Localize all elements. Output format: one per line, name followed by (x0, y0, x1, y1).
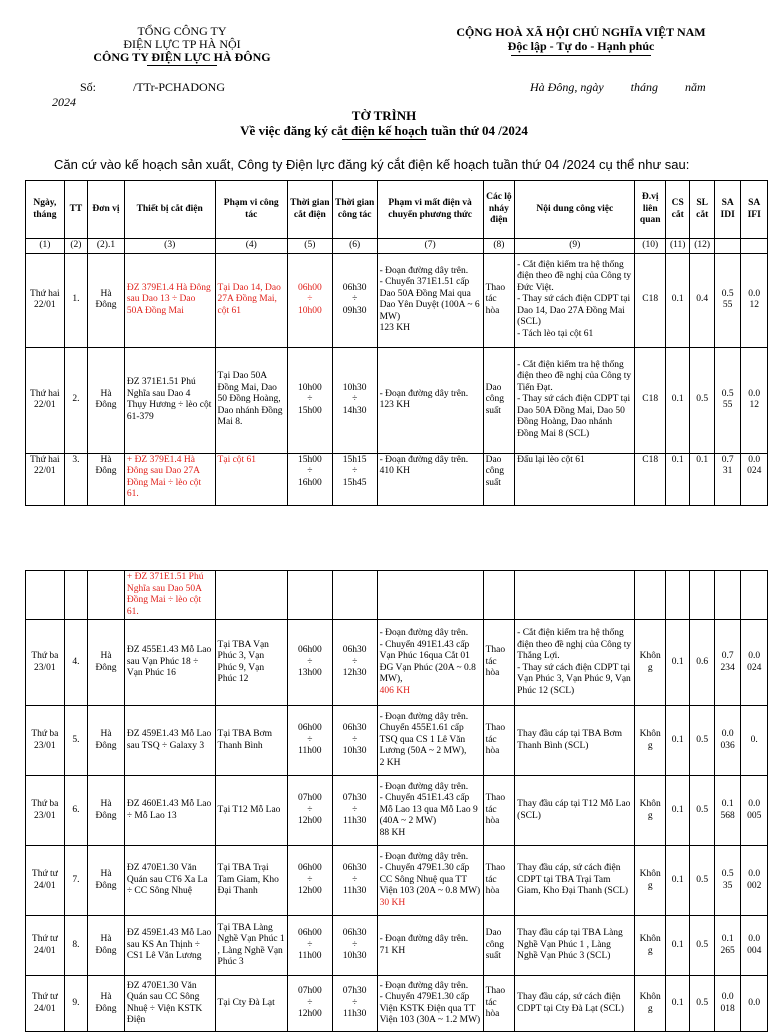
col-ifi: SA IFI (741, 181, 768, 239)
related-cell: Khôn g (635, 620, 666, 706)
col-number: (4) (215, 239, 287, 254)
col-number: (2) (64, 239, 87, 254)
cut-time-part: 13h00 (297, 668, 322, 679)
scope-cell: Tại TBA Vạn Phúc 3, Vạn Phúc 9, Vạn Phúc 12 (215, 620, 287, 706)
unit-cell: Hà Đông (88, 976, 125, 1032)
content-cell: Thay đầu cáp tại TBA Bơm Thanh Bình (SCL) (515, 706, 635, 776)
ifi-cell: 0.0 12 (741, 253, 768, 347)
blink-cell: Thao tác hòa (483, 706, 515, 776)
date-cell: Thứ ba 23/01 (26, 776, 65, 846)
scope-cell: Tại cột 61 (215, 453, 287, 505)
header-row (26, 181, 768, 239)
content-cell: Thay đầu cáp, sứ cách điện CDPT tại TBA Trại Tam Giam, Kho Đại Thanh (SCL) (515, 846, 635, 916)
unit-cell: Hà Đông (88, 916, 125, 976)
nation-line-1: CỘNG HOÀ XÃ HỘI CHỦ NGHĨA VIỆT NAM (456, 25, 706, 39)
place-date-text: Hà Đông, ngày (530, 80, 604, 94)
org-line-3: CÔNG TY ĐIỆN LỰC HÀ ĐÔNG (93, 50, 271, 64)
date-cell: Thứ ba 23/01 (26, 706, 65, 776)
related-cell: Khôn g (635, 976, 666, 1032)
outage-cell (377, 846, 483, 916)
cut-time-part: 11h00 (298, 951, 322, 962)
content-cell: Thay đầu cáp tại T12 Mỗ Lao (SCL) (515, 776, 635, 846)
nation-line-2: Độc lập - Tự do - Hạnh phúc (507, 39, 655, 53)
cs-cell: 0.1 (666, 976, 690, 1032)
cut-time-part: 10h00 (297, 382, 322, 393)
cut-time-cell (287, 976, 332, 1032)
org-header (82, 25, 282, 66)
idi-cell: 0.7 31 (714, 453, 740, 505)
work-time-cell (332, 620, 377, 706)
cut-time-part: 06h00 (297, 863, 322, 874)
device-cell: ĐZ 371E1.51 Phú Nghĩa sau Dao 4 Thụy Hương ÷ lèo cột 61-379 (124, 347, 215, 453)
nation-header (450, 25, 712, 56)
work-time-part: ÷ (352, 874, 358, 885)
unit-cell: Hà Đông (88, 253, 125, 347)
tt-cell: 7. (64, 846, 87, 916)
work-time-cell (332, 706, 377, 776)
sl-cell: 0.5 (690, 916, 714, 976)
tt-cell: 5. (64, 706, 87, 776)
sl-cell: 0.5 (690, 347, 714, 453)
idi-cell: 0.5 55 (714, 347, 740, 453)
scope-cell: Tại Dao 50A Đồng Mai, Dao 50 Đồng Hoàng, Dao nhánh Đồng Mai 8. (215, 347, 287, 453)
work-time-cell (332, 453, 377, 505)
date-cell: Thứ tư 24/01 (26, 976, 65, 1032)
ifi-cell: 0.0 12 (741, 347, 768, 453)
org-line-2: ĐIỆN LỰC TP HÀ NỘI (123, 37, 241, 51)
idi-cell: 0.1 568 (714, 776, 740, 846)
cs-cell: 0.1 (666, 620, 690, 706)
blink-cell: Thao tác hòa (483, 976, 515, 1032)
blink-cell: Dao công suất (483, 916, 515, 976)
idi-cell: 0.0 036 (714, 706, 740, 776)
blink-cell: Dao công suất (483, 347, 515, 453)
cut-time-part: 10h00 (297, 305, 322, 316)
org-underline (147, 65, 217, 66)
outage-text: - Đoạn đường dây trên. - Chuyển 491E1.43 cấp Vạn Phúc 16qua Cắt 01 ĐG Vạn Phúc (20A ~ 0.8 MW), (379, 628, 476, 684)
col-scope: Phạm vi công tác (215, 181, 287, 239)
document-subtitle (0, 123, 768, 140)
unit-cell: Hà Đông (88, 706, 125, 776)
blink-cell: Dao công suất (483, 453, 515, 505)
work-time-part: 14h30 (342, 405, 367, 416)
sl-cell: 0.1 (690, 453, 714, 505)
ifi-cell: 0.0 005 (741, 776, 768, 846)
cut-time-cell (287, 453, 332, 505)
work-time-part: ÷ (352, 656, 358, 667)
outage-customers: 30 KH (379, 897, 406, 908)
sl-cell: 0.5 (690, 706, 714, 776)
work-time-part: 06h30 (342, 282, 367, 293)
table-row (26, 776, 768, 846)
col-related: Đ.vị liên quan (635, 181, 666, 239)
related-cell: Khôn g (635, 846, 666, 916)
related-cell: C18 (635, 347, 666, 453)
work-time-part: 09h30 (342, 305, 367, 316)
sl-cell: 0.4 (690, 253, 714, 347)
date-cell: Thứ tư 24/01 (26, 846, 65, 916)
cs-cell: 0.1 (666, 846, 690, 916)
outage-text: - Đoạn đường dây trên. - Chuyển 371E1.51 cấp Dao 50A Đồng Mai qua Dao Yên Duyệt (100A ~ 6 MW) 123 KH (379, 265, 480, 333)
work-time-part: 10h30 (342, 951, 367, 962)
month-label: tháng (630, 80, 659, 94)
col-number (741, 239, 768, 254)
tt-cell: 2. (64, 347, 87, 453)
col-number (714, 239, 740, 254)
scope-cell: Tại TBA Làng Nghề Vạn Phúc 1 , Làng Nghề Vạn Phúc 3 (215, 916, 287, 976)
tt-cell: 4. (64, 620, 87, 706)
idi-cell: 0.7 234 (714, 620, 740, 706)
table-row (26, 846, 768, 916)
col-cs: CS cắt (666, 181, 690, 239)
related-cell: C18 (635, 453, 666, 505)
nation-underline (511, 55, 651, 56)
sl-cell: 0.5 (690, 976, 714, 1032)
tt-cell: 9. (64, 976, 87, 1032)
col-device: Thiết bị cắt điện (124, 181, 215, 239)
work-time-part: ÷ (352, 997, 358, 1008)
col-number: (7) (377, 239, 483, 254)
work-time-part: ÷ (352, 804, 358, 815)
outage-customers: 406 KH (379, 685, 410, 696)
device-cell: + ĐZ 371E1.51 Phú Nghĩa sau Dao 50A Đồng Mai ÷ lèo cột 61. (124, 571, 215, 620)
sl-cell: 0.5 (690, 776, 714, 846)
outage-text: - Đoạn đường dây trên. 410 KH (379, 454, 469, 476)
year-label: năm (685, 80, 706, 94)
cut-time-part: 07h00 (297, 986, 322, 997)
related-cell: Khôn g (635, 916, 666, 976)
work-time-part: 06h30 (342, 863, 367, 874)
col-number: (11) (666, 239, 690, 254)
scope-cell: Tại T12 Mỗ Lao (215, 776, 287, 846)
col-number: (3) (124, 239, 215, 254)
device-cell: + ĐZ 379E1.4 Hà Đông sau Dao 27A Đồng Mai ÷ lèo cột 61. (124, 453, 215, 505)
work-time-cell (332, 976, 377, 1032)
sl-cell: 0.6 (690, 620, 714, 706)
outage-cell (377, 253, 483, 347)
schedule-body-page-1 (26, 253, 768, 505)
table-row (26, 253, 768, 347)
work-time-cell (332, 846, 377, 916)
scope-cell: Tại Dao 14, Dao 27A Đồng Mai, cột 61 (215, 253, 287, 347)
col-number: (12) (690, 239, 714, 254)
cut-time-part: 12h00 (297, 886, 322, 897)
cut-time-part: 06h00 (297, 645, 322, 656)
cs-cell: 0.1 (666, 253, 690, 347)
org-line-1: TỔNG CÔNG TY (137, 24, 227, 38)
cut-time-cell (287, 706, 332, 776)
cut-time-cell (287, 253, 332, 347)
related-cell: Khôn g (635, 776, 666, 846)
blink-cell: Thao tác hòa (483, 776, 515, 846)
ttr-code: /TTr-PCHADONG (133, 80, 225, 94)
outage-cell (377, 916, 483, 976)
outage-text: - Đoạn đường dây trên. - Chuyển 479E1.30 cấp CC Sông Nhuệ qua TT Viện 103 (20A ~ 0.8 MW) (379, 851, 481, 897)
work-time-part: 06h30 (342, 723, 367, 734)
cut-time-cell (287, 776, 332, 846)
work-time-part: ÷ (352, 394, 358, 405)
idi-cell: 0.5 55 (714, 253, 740, 347)
col-cut-time: Thời gian cắt điện (287, 181, 332, 239)
cs-cell: 0.1 (666, 453, 690, 505)
content-cell: Thay đầu cáp tại TBA Làng Nghề Vạn Phúc 1 , Làng Nghề Vạn Phúc 3 (SCL) (515, 916, 635, 976)
date-cell: Thứ tư 24/01 (26, 916, 65, 976)
subtitle-underline (342, 139, 426, 140)
so-label: Số: (80, 80, 97, 94)
ifi-cell: 0.0 004 (741, 916, 768, 976)
work-time-part: 11h30 (342, 1009, 367, 1020)
unit-cell: Hà Đông (88, 776, 125, 846)
outage-text: - Đoạn đường dây trên. - Chuyển 479E1.30 cấp Viện KSTK Điện qua TT Viện 103 (30A ~ 1.2 MW) (379, 980, 481, 1025)
work-time-part: ÷ (352, 734, 358, 745)
cut-time-part: ÷ (307, 734, 313, 745)
work-time-part: 11h30 (342, 886, 367, 897)
outage-text: - Đoạn đường dây trên. - Chuyển 451E1.43 cấp Mỗ Lao 13 qua Mỗ Lao 9 (40A ~ 2 MW) 88 KH (379, 781, 478, 838)
work-time-part: 07h30 (342, 793, 367, 804)
col-date: Ngày, tháng (26, 181, 65, 239)
col-number: (9) (515, 239, 635, 254)
scope-cell: Tại Cty Đà Lạt (215, 976, 287, 1032)
outage-cell (377, 976, 483, 1032)
work-time-part: ÷ (352, 294, 358, 305)
tt-cell: 6. (64, 776, 87, 846)
scope-cell: Tại TBA Bơm Thanh Bình (215, 706, 287, 776)
cut-time-part: ÷ (307, 874, 313, 885)
cut-time-cell (287, 620, 332, 706)
idi-cell: 0.5 35 (714, 846, 740, 916)
col-idi: SA IDI (714, 181, 740, 239)
idi-cell: 0.1 265 (714, 916, 740, 976)
intro-paragraph: Căn cứ vào kế hoạch sản xuất, Công ty Điện lực đăng ký cắt điện kế hoạch tuần thứ 04 /2024 cụ thể như sau: (54, 157, 690, 172)
content-cell: - Cắt điện kiểm tra hệ thống điện theo đề nghị của Công ty Tiến Đạt. - Thay sứ cách điện CDPT tại Dao 50A Đồng Mai, Dao 50 Đồng Hoàng, Dao nhánh Đồng Mai 8 (SCL) (515, 347, 635, 453)
work-time-part: ÷ (352, 466, 358, 476)
cut-time-part: 07h00 (297, 793, 322, 804)
work-time-part: 12h30 (342, 668, 367, 679)
unit-cell: Hà Đông (88, 453, 125, 505)
related-cell: C18 (635, 253, 666, 347)
col-number: (1) (26, 239, 65, 254)
device-cell: ĐZ 379E1.4 Hà Đông sau Dao 13 ÷ Dao 50A Đồng Mai (124, 253, 215, 347)
col-work-time: Thời gian công tác (332, 181, 377, 239)
outage-cell (377, 453, 483, 505)
cs-cell: 0.1 (666, 706, 690, 776)
tt-cell: 8. (64, 916, 87, 976)
ifi-cell: 0.0 (741, 976, 768, 1032)
unit-cell: Hà Đông (88, 347, 125, 453)
col-number: (10) (635, 239, 666, 254)
work-time-cell (332, 347, 377, 453)
blink-cell: Thao tác hòa (483, 846, 515, 916)
outage-cell (377, 706, 483, 776)
table-row (26, 706, 768, 776)
cut-time-part: 12h00 (297, 1009, 322, 1020)
work-time-part: 15h15 (342, 454, 367, 465)
cs-cell: 0.1 (666, 916, 690, 976)
cut-time-part: ÷ (307, 466, 313, 476)
blink-cell: Thao tác hòa (483, 253, 515, 347)
year-value: 2024 (52, 95, 76, 109)
unit-cell: Hà Đông (88, 620, 125, 706)
col-sl: SL cắt (690, 181, 714, 239)
place-date (530, 80, 730, 95)
device-cell: ĐZ 455E1.43 Mỗ Lao sau Vạn Phúc 18 ÷ Vạn Phúc 16 (124, 620, 215, 706)
cs-cell: 0.1 (666, 347, 690, 453)
document-title: TỜ TRÌNH (351, 108, 417, 123)
col-number: (8) (483, 239, 515, 254)
outage-cell (377, 620, 483, 706)
cut-time-part: 06h00 (297, 723, 322, 734)
work-time-part: 10h30 (342, 382, 367, 393)
outage-cell (377, 347, 483, 453)
cut-time-cell (287, 916, 332, 976)
cut-time-part: 12h00 (297, 816, 322, 827)
cut-time-part: 06h00 (297, 282, 322, 293)
work-time-part: 10h30 (342, 746, 367, 757)
cut-time-cell (287, 347, 332, 453)
schedule-table-continued (25, 570, 768, 1032)
device-cell: ĐZ 459E1.43 Mỗ Lao sau KS An Thịnh ÷ CS1 Lê Văn Lương (124, 916, 215, 976)
device-cell: ĐZ 470E1.30 Văn Quán sau CC Sông Nhuệ ÷ Viện KSTK Điện (124, 976, 215, 1032)
cut-time-part: ÷ (307, 804, 313, 815)
table-row (26, 976, 768, 1032)
scope-cell: Tại TBA Trại Tam Giam, Kho Đại Thanh (215, 846, 287, 916)
work-time-part: 06h30 (342, 928, 367, 939)
col-number: (5) (287, 239, 332, 254)
column-number-row (26, 239, 768, 254)
tt-cell: 1. (64, 253, 87, 347)
table-row (26, 916, 768, 976)
cut-time-part: ÷ (307, 939, 313, 950)
cut-time-part: 15h00 (297, 405, 322, 416)
tt-cell: 3. (64, 453, 87, 505)
content-cell: Đấu lại lèo cột 61 (515, 453, 635, 505)
cut-time-part: 16h00 (297, 477, 322, 488)
work-time-part: 11h30 (342, 816, 367, 827)
table-row (26, 453, 768, 505)
work-time-cell (332, 776, 377, 846)
outage-cell (377, 776, 483, 846)
cut-time-part: ÷ (307, 997, 313, 1008)
cut-time-part: 15h00 (297, 454, 322, 465)
work-time-cell (332, 916, 377, 976)
sl-cell: 0.5 (690, 846, 714, 916)
ifi-cell: 0.0 002 (741, 846, 768, 916)
work-time-part: 06h30 (342, 645, 367, 656)
col-number: (2).1 (88, 239, 125, 254)
date-cell: Thứ hai 22/01 (26, 453, 65, 505)
schedule-body-page-2 (26, 571, 768, 1032)
content-cell: - Cắt điện kiểm tra hệ thống điện theo đề nghị của Công ty Đức Việt. - Thay sứ cách điện CDPT tại Dao 14, Dao 27A Đồng Mai (SCL) - Tách lèo tại cột 61 (515, 253, 635, 347)
outage-text: - Đoạn đường dây trên. Chuyển 455E1.61 cấp TSQ qua CS 1 Lê Văn Lương (50A ~ 2 MW), 2 KH (379, 711, 469, 768)
content-cell: Thay đầu cáp, sứ cách điện CDPT tại Cty Đà Lạt (SCL) (515, 976, 635, 1032)
ifi-cell: 0. (741, 706, 768, 776)
date-cell: Thứ hai 22/01 (26, 253, 65, 347)
device-cell: ĐZ 459E1.43 Mỗ Lao sau TSQ ÷ Galaxy 3 (124, 706, 215, 776)
col-content: Nội dung công việc (515, 181, 635, 239)
col-blink: Các lộ nháy điện (483, 181, 515, 239)
work-time-cell (332, 253, 377, 347)
unit-cell: Hà Đông (88, 846, 125, 916)
cut-time-part: 06h00 (297, 928, 322, 939)
outage-text: - Đoạn đường dây trên. 71 KH (379, 934, 469, 956)
col-number: (6) (332, 239, 377, 254)
date-cell: Thứ ba 23/01 (26, 620, 65, 706)
ifi-cell: 0.0 024 (741, 453, 768, 505)
table-row (26, 620, 768, 706)
blink-cell: Thao tác hòa (483, 620, 515, 706)
schedule-table (25, 180, 768, 506)
work-time-part: 15h45 (342, 477, 367, 488)
related-cell: Khôn g (635, 706, 666, 776)
cs-cell: 0.1 (666, 776, 690, 846)
outage-text: - Đoạn đường dây trên. 123 KH (379, 388, 469, 410)
table-row-continuation (26, 571, 768, 620)
subtitle-text: Về việc đăng ký cắt điện kế hoạch tuần thứ 04 /2024 (240, 123, 528, 138)
col-tt: TT (64, 181, 87, 239)
document-number (80, 80, 225, 95)
work-time-part: 07h30 (342, 986, 367, 997)
work-time-part: ÷ (352, 939, 358, 950)
date-cell: Thứ hai 22/01 (26, 347, 65, 453)
content-cell: - Cắt điện kiểm tra hệ thống điện theo đề nghị của Công ty Thắng Lợi. - Thay sứ cách điện CDPT tại Vạn Phúc 3, Vạn Phúc 9, Vạn Phúc 12 (SCL) (515, 620, 635, 706)
device-cell: ĐZ 470E1.30 Văn Quán sau CT6 Xa La ÷ CC Sông Nhuệ (124, 846, 215, 916)
cut-time-cell (287, 846, 332, 916)
ifi-cell: 0.0 024 (741, 620, 768, 706)
device-cell: ĐZ 460E1.43 Mỗ Lao ÷ Mỗ Lao 13 (124, 776, 215, 846)
table-row (26, 347, 768, 453)
col-unit: Đơn vị (88, 181, 125, 239)
cut-time-part: ÷ (307, 294, 313, 305)
col-outage: Phạm vi mất điện và chuyển phương thức (377, 181, 483, 239)
cut-time-part: 11h00 (298, 746, 322, 757)
idi-cell: 0.0 018 (714, 976, 740, 1032)
cut-time-part: ÷ (307, 656, 313, 667)
cut-time-part: ÷ (307, 394, 313, 405)
